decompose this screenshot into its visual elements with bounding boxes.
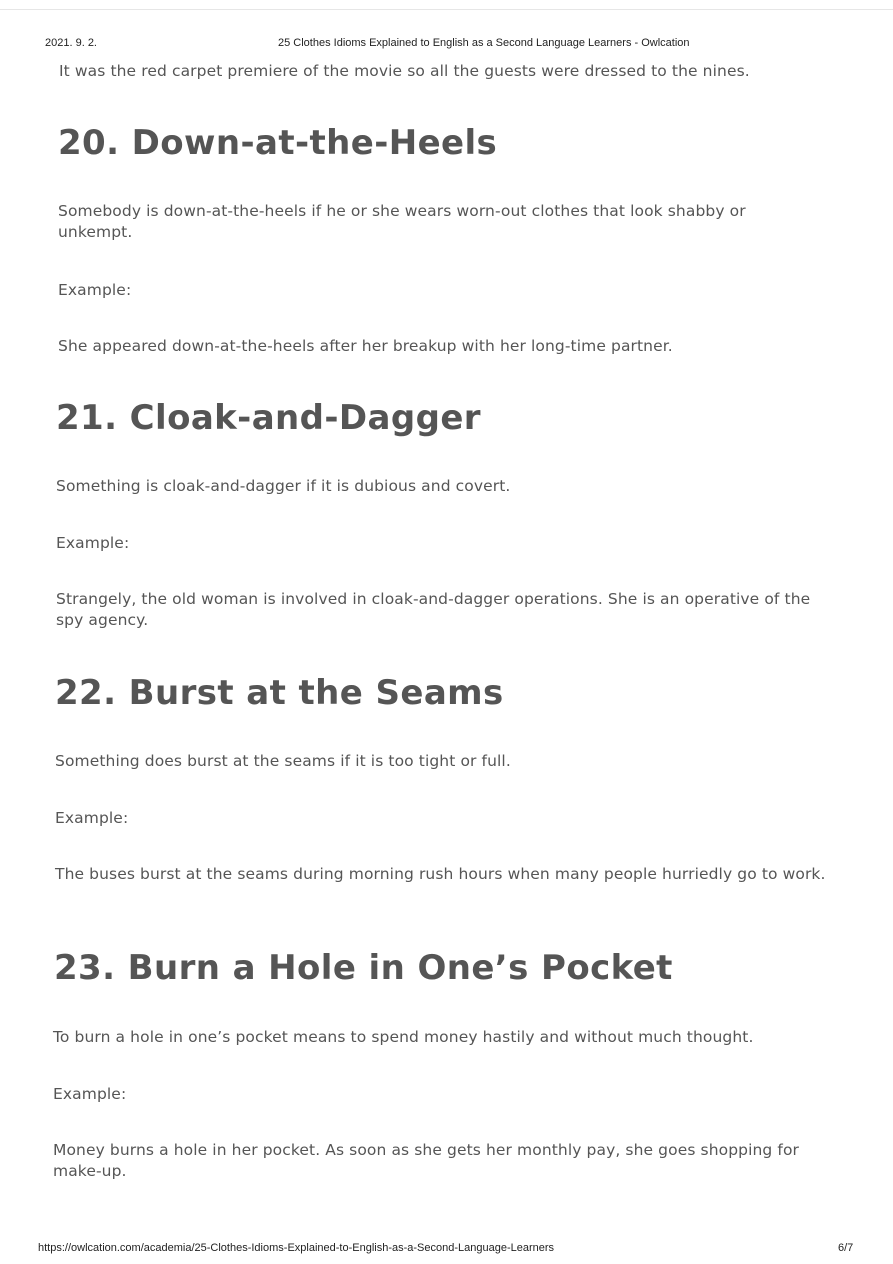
example-label-22: Example: bbox=[55, 809, 129, 827]
section-definition-20: Somebody is down-at-the-heels if he or she wears worn-out clothes that look shabby or unkempt. bbox=[58, 202, 746, 241]
top-divider bbox=[0, 9, 893, 10]
section-heading-22: 22. Burst at the Seams bbox=[55, 673, 504, 713]
section-example-22: The buses burst at the seams during morning rush hours when many people hurriedly go to work. bbox=[55, 865, 826, 883]
intro-example-text: It was the red carpet premiere of the movie so all the guests were dressed to the nines. bbox=[59, 62, 750, 80]
example-label-21: Example: bbox=[56, 534, 130, 552]
section-definition-21: Something is cloak-and-dagger if it is dubious and covert. bbox=[56, 477, 511, 495]
section-definition-22: Something does burst at the seams if it is too tight or full. bbox=[55, 752, 511, 770]
print-date: 2021. 9. 2. bbox=[45, 37, 97, 49]
section-heading-23: 23. Burn a Hole in One’s Pocket bbox=[54, 948, 673, 988]
section-heading-20: 20. Down-at-the-Heels bbox=[58, 123, 498, 163]
print-page-title: 25 Clothes Idioms Explained to English as a Second Language Learners - Owlcation bbox=[278, 37, 690, 49]
section-example-23: Money burns a hole in her pocket. As soon as she gets her monthly pay, she goes shopping for make-up. bbox=[53, 1141, 800, 1180]
example-label-20: Example: bbox=[58, 281, 132, 299]
section-example-21: Strangely, the old woman is involved in cloak-and-dagger operations. She is an operative of the spy agency. bbox=[56, 590, 811, 629]
section-example-20: She appeared down-at-the-heels after her breakup with her long-time partner. bbox=[58, 337, 673, 355]
section-heading-21: 21. Cloak-and-Dagger bbox=[56, 398, 481, 438]
example-label-23: Example: bbox=[53, 1085, 127, 1103]
footer-url: https://owlcation.com/academia/25-Clothes-Idioms-Explained-to-English-as-a-Second-Language-Learners bbox=[38, 1242, 555, 1254]
section-definition-23: To burn a hole in one’s pocket means to spend money hastily and without much thought. bbox=[53, 1028, 754, 1046]
page-number: 6/7 bbox=[838, 1242, 854, 1254]
